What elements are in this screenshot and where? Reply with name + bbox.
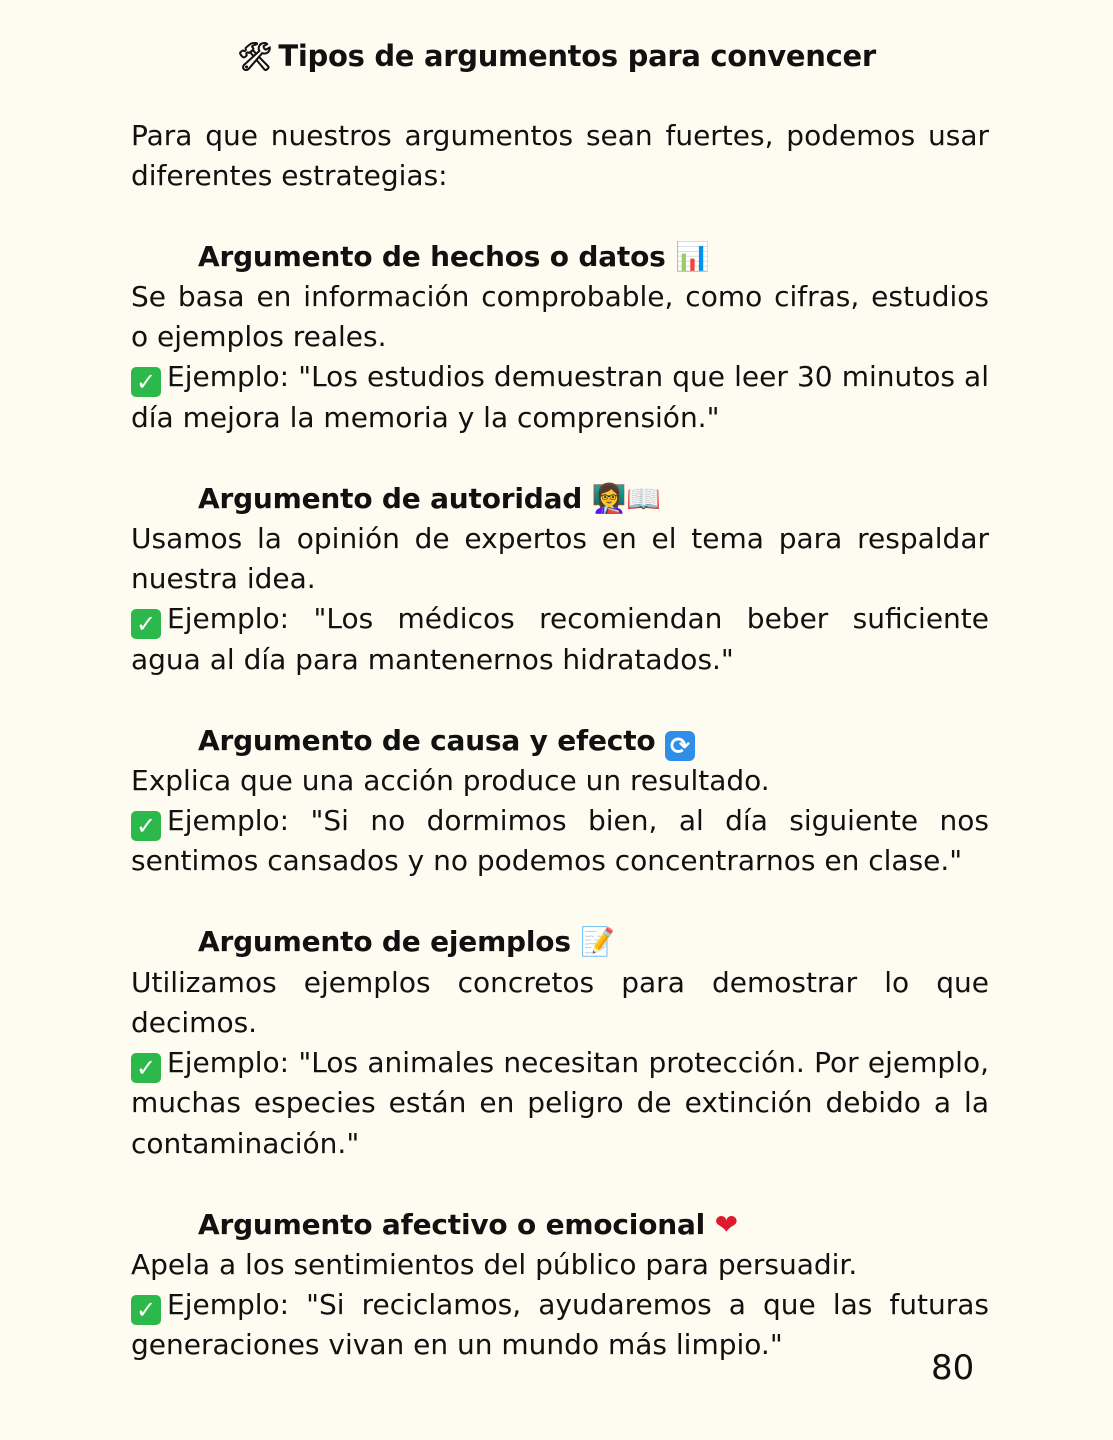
section-heading-text: Argumento de ejemplos bbox=[198, 925, 571, 959]
section-heading bbox=[131, 1205, 989, 1245]
section-example-text: Ejemplo: "Los estudios demuestran que leer 30 minutos al día mejora la memoria y la comprensión." bbox=[131, 360, 989, 434]
check-mark-button-icon: ✓ bbox=[131, 609, 161, 639]
section-heading-text: Argumento de hechos o datos bbox=[198, 239, 666, 273]
teacher-and-book-icon: 👩‍🏫📖 bbox=[591, 481, 662, 515]
section-afectivo-emocional bbox=[131, 1205, 989, 1366]
section-causa-efecto bbox=[131, 721, 989, 882]
hammer-and-wrench-icon: 🛠 bbox=[237, 40, 273, 73]
section-example-text: Ejemplo: "Los médicos recomiendan beber suficiente agua al día para mantenernos hidratados." bbox=[131, 602, 989, 676]
section-heading-text: Argumento de causa y efecto bbox=[198, 723, 656, 757]
page-number: 80 bbox=[931, 1348, 975, 1388]
section-description: Utilizamos ejemplos concretos para demostrar lo que decimos. bbox=[131, 965, 989, 1039]
section-example bbox=[131, 1043, 989, 1164]
section-example bbox=[131, 1285, 989, 1366]
bar-chart-icon: 📊 bbox=[675, 239, 710, 273]
section-ejemplos bbox=[131, 922, 989, 1164]
section-heading bbox=[131, 479, 989, 519]
memo-pencil-icon: 📝 bbox=[580, 925, 616, 959]
section-description: Apela a los sentimientos del público para persuadir. bbox=[131, 1247, 858, 1281]
intro-paragraph: Para que nuestros argumentos sean fuertes, podemos usar diferentes estrategias: bbox=[131, 119, 989, 193]
section-hechos-datos bbox=[131, 237, 989, 438]
section-example-text: Ejemplo: "Los animales necesitan protección. Por ejemplo, muchas especies están en peligro de extinción debido a la contaminación." bbox=[131, 1046, 989, 1160]
content-body bbox=[131, 116, 989, 1406]
section-heading bbox=[131, 721, 989, 761]
section-description: Explica que una acción produce un resultado. bbox=[131, 763, 770, 797]
check-mark-button-icon: ✓ bbox=[131, 811, 161, 841]
check-mark-button-icon: ✓ bbox=[131, 367, 161, 397]
check-mark-button-icon: ✓ bbox=[131, 1295, 161, 1325]
section-example-text: Ejemplo: "Si no dormimos bien, al día siguiente nos sentimos cansados y no podemos concentrarnos en clase." bbox=[131, 804, 989, 878]
section-description: Se basa en información comprobable, como cifras, estudios o ejemplos reales. bbox=[131, 279, 989, 354]
section-heading-text: Argumento afectivo o emocional bbox=[198, 1207, 706, 1241]
check-mark-button-icon: ✓ bbox=[131, 1053, 161, 1083]
page-title bbox=[0, 36, 1113, 77]
section-autoridad bbox=[131, 479, 989, 680]
section-example-text: Ejemplo: "Si reciclamos, ayudaremos a que las futuras generaciones vivan en un mundo más limpio." bbox=[131, 1288, 989, 1362]
refresh-arrows-icon: ⟳ bbox=[665, 731, 695, 761]
section-heading bbox=[131, 237, 989, 277]
section-heading-text: Argumento de autoridad bbox=[198, 481, 583, 515]
red-heart-icon: ❤ bbox=[714, 1207, 738, 1241]
section-description: Usamos la opinión de expertos en el tema para respaldar nuestra idea. bbox=[131, 521, 989, 596]
section-heading bbox=[131, 922, 989, 962]
section-example bbox=[131, 357, 989, 438]
page-title-text: Tipos de argumentos para convencer bbox=[278, 39, 876, 73]
section-example bbox=[131, 599, 989, 680]
section-example bbox=[131, 801, 989, 882]
